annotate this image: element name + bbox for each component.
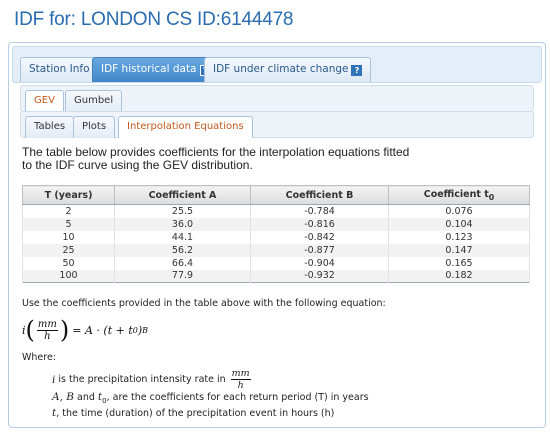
- column-header: Coefficient A: [115, 186, 251, 205]
- eq-denominator: h: [44, 330, 51, 342]
- table-cell: 25: [23, 244, 115, 257]
- tab-idf-climate-change[interactable]: [204, 57, 371, 82]
- eq-left-paren: (: [25, 316, 35, 344]
- def-unit-fraction: [231, 368, 251, 391]
- tab-label: IDF historical data: [101, 63, 197, 75]
- def-text: , the time (duration) of the precipitation event in hours (h): [56, 407, 335, 419]
- table-cell: 77.9: [115, 270, 251, 283]
- table-cell: 0.123: [389, 231, 530, 244]
- column-header: Coefficient B: [251, 186, 389, 205]
- def-symbol: t: [52, 406, 57, 419]
- tab-tables[interactable]: [25, 116, 74, 138]
- table-cell: 0.076: [389, 205, 530, 218]
- distribution-tab-bar: [20, 85, 534, 112]
- tab-idf-historical-data[interactable]: [92, 57, 220, 82]
- tab-label: Plots: [82, 121, 107, 132]
- table-row: [23, 205, 530, 218]
- tab-label: Tables: [34, 121, 66, 132]
- table-cell: 36.0: [115, 218, 251, 231]
- table-cell: -0.842: [251, 231, 389, 244]
- table-cell: 0.165: [389, 257, 530, 270]
- tab-gev[interactable]: [25, 90, 64, 112]
- eq-exponent: B: [142, 325, 149, 335]
- eq-intensity-symbol: i: [22, 323, 26, 337]
- view-tab-bar: [20, 111, 534, 138]
- page-title: IDF for: LONDON CS ID:6144478: [14, 9, 294, 30]
- table-cell: 66.4: [115, 257, 251, 270]
- column-header-t0: [389, 186, 530, 205]
- tab-interpolation-equations[interactable]: [118, 116, 253, 138]
- table-cell: 0.104: [389, 218, 530, 231]
- definition-time: [52, 407, 369, 420]
- table-header-row: [23, 186, 530, 205]
- def-symbol: t: [97, 391, 103, 403]
- table-row: [23, 231, 530, 244]
- table-cell: -0.877: [251, 244, 389, 257]
- def-text: and: [73, 392, 98, 403]
- definition-intensity: [52, 368, 369, 391]
- table-cell: 100: [23, 270, 115, 283]
- tab-gumbel[interactable]: [65, 90, 122, 112]
- def-text: is the precipitation intensity rate in: [55, 373, 229, 385]
- column-header-label: Coefficient t: [423, 188, 489, 200]
- table-cell: 25.5: [115, 205, 251, 218]
- table-cell: -0.816: [251, 218, 389, 231]
- subscript: 0: [488, 192, 495, 202]
- table-cell: 10: [23, 231, 115, 244]
- where-label: Where:: [22, 352, 57, 363]
- eq-unit-fraction: [37, 319, 58, 342]
- definition-coefficients: [52, 391, 369, 407]
- def-text: , are the coefficients for each return period (T) in years: [106, 392, 369, 403]
- tab-label: IDF under climate change: [213, 63, 349, 75]
- def-denominator: h: [237, 380, 244, 391]
- eq-close: ): [137, 323, 143, 337]
- eq-subscript: 0: [132, 325, 138, 335]
- def-numerator: mm: [231, 368, 250, 379]
- def-symbol: A, B: [52, 391, 74, 403]
- tab-label: Station Info: [29, 63, 90, 75]
- column-header: T (years): [23, 186, 115, 205]
- definitions: [52, 368, 369, 420]
- table-row: [23, 244, 530, 257]
- def-subscript: 0: [102, 396, 107, 405]
- tab-label: Gumbel: [74, 95, 114, 106]
- table-cell: 0.182: [389, 270, 530, 283]
- eq-right-paren: ): [59, 316, 70, 344]
- tab-plots[interactable]: [73, 116, 115, 138]
- table-row: [23, 218, 530, 231]
- description-text: The table below provides coefficients for the interpolation equations fitted to the IDF curve using the GEV distribution.: [22, 145, 410, 172]
- table-row: [23, 270, 530, 283]
- usage-instruction: Use the coefficients provided in the table above with the following equation:: [22, 298, 386, 309]
- table-cell: 50: [23, 257, 115, 270]
- table-row: [23, 257, 530, 270]
- tab-label: GEV: [34, 95, 55, 106]
- table-cell: -0.932: [251, 270, 389, 283]
- table-cell: 5: [23, 218, 115, 231]
- table-cell: 2: [23, 205, 115, 218]
- def-symbol: i: [52, 373, 56, 386]
- table-cell: -0.904: [251, 257, 389, 270]
- table-cell: -0.784: [251, 205, 389, 218]
- tab-station-info[interactable]: [20, 57, 99, 82]
- table-cell: 44.1: [115, 231, 251, 244]
- table-cell: 0.147: [389, 244, 530, 257]
- table-cell: 56.2: [115, 244, 251, 257]
- outer-tab-bar: [12, 46, 542, 83]
- coefficients-table: [22, 185, 530, 283]
- interpolation-equation: [22, 313, 148, 347]
- eq-numerator: mm: [37, 318, 57, 330]
- help-icon[interactable]: ?: [351, 65, 362, 76]
- eq-rhs: = A · (t + t: [72, 323, 133, 337]
- tab-label: Interpolation Equations: [127, 121, 244, 132]
